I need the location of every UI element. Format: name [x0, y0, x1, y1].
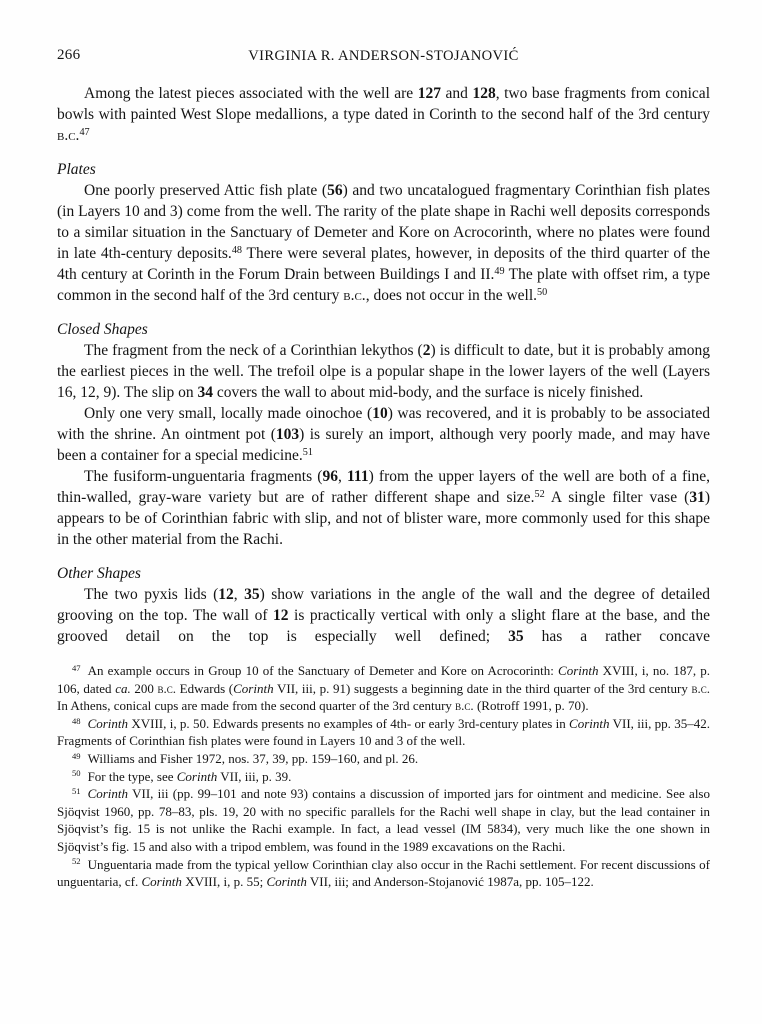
catalog-number: 35 [508, 628, 524, 645]
italic-text: Corinth [569, 715, 610, 731]
italic-text: Corinth [87, 786, 129, 802]
footnote-marker: 49 [72, 750, 81, 761]
text-run: ) was recovered, and it is probably to be associated with the shrine. An ointment pot ( [57, 405, 710, 443]
footnote [57, 715, 710, 750]
small-caps-text: b.c. [343, 287, 366, 304]
small-caps-text: b.c. [455, 698, 474, 714]
text-run: Among the latest pieces associated with the well are [84, 85, 418, 102]
italic-text: Corinth [558, 663, 599, 678]
text-run: A single filter vase ( [544, 489, 690, 506]
text-run: 200 [130, 680, 158, 696]
text-run: , does not occur in the well. [365, 287, 538, 304]
text-run: ) from the upper layers of the well are both of a fine, thin-walled, gray-ware variety but are of rather different shape and size. [57, 468, 710, 506]
text-run: Plates [57, 161, 96, 178]
text-run: is practically vertical with only a slight flare at the base, and the grooved detail on the top is especially well defined; [57, 607, 710, 645]
footnote [57, 856, 710, 891]
text-run: Unguentaria made from the typical yellow Corinthian clay also occur in the Rachi settlement. For recent discussions of unguentaria, cf. [57, 856, 710, 890]
section-heading [57, 159, 710, 180]
text-run: XVIII, i, p. 50. Edwards presents no examples of 4th- or early 3rd-century plates in [128, 715, 570, 731]
text-run: VII, iii, p. 39. [217, 768, 292, 784]
italic-text: ca. [115, 680, 131, 696]
catalog-number: 34 [197, 384, 213, 401]
footnote-marker: 47 [72, 662, 81, 673]
text-run: Edwards ( [176, 680, 234, 696]
paragraph [57, 466, 710, 550]
catalog-number: 56 [327, 182, 343, 199]
text-run: VII, iii (pp. 99–101 and note 93) contains a discussion of imported jars for ointment and medicine. See also Sjöqvist 1960, pp. 78–83, pls. 19, 20 with no specific parallels for the Rachi well shape in clay, but the lead container in Sjöqvist’s fig. 15 is not unlike the Rachi example. In fact, a lead vessel (IM 5834), very much like the one shown in Sjöqvist’s fig. 15 and also with a tripod emblem, was found in the 1989 excavations on the Rachi. [57, 786, 710, 854]
text-run: (Rotroff 1991, p. 70). [473, 698, 589, 714]
text-run: Closed Shapes [57, 321, 148, 338]
paragraph [57, 403, 710, 466]
footnote [57, 750, 710, 768]
footnote-ref: 47 [79, 127, 90, 139]
text-run: , [233, 586, 245, 603]
text-run: Only one very small, locally made oinochoe ( [84, 405, 373, 422]
footnote-ref: 52 [534, 489, 545, 501]
catalog-number: 96 [322, 468, 338, 485]
page-body [57, 83, 710, 647]
catalog-number: 12 [218, 586, 234, 603]
footnote-ref: 51 [302, 447, 313, 459]
paragraph [57, 584, 710, 647]
catalog-number: 103 [275, 426, 300, 443]
text-run: VII, iii, p. 91) suggests a beginning date in the third quarter of the 3rd century [273, 680, 692, 696]
footnotes-section [57, 662, 710, 891]
running-head: VIRGINIA R. ANDERSON-STOJANOVIĆ [248, 48, 519, 64]
text-run: ) is difficult to date, but it is probably among the earliest pieces in the well. The trefoil olpe is a popular shape in the lower layers of the well (Layers 16, 12, 9). The slip on [57, 342, 710, 401]
footnote [57, 768, 710, 786]
footnote-ref: 48 [231, 245, 243, 257]
catalog-number: 12 [273, 607, 289, 624]
footnote [57, 662, 710, 715]
text-run: Other Shapes [57, 565, 141, 582]
text-run: VII, iii, pp. 35–42. Fragments of Corinthian fish plates were found in Layers 10 and 3 of the well. [57, 715, 710, 749]
catalog-number: 35 [244, 586, 260, 603]
text-run: , [337, 468, 348, 485]
italic-text: Corinth [176, 768, 218, 784]
page-header [57, 47, 710, 67]
text-run: XVIII, i, no. 187, p. 106, dated [57, 663, 710, 696]
text-run: has a rather concave [523, 628, 710, 645]
paragraph [57, 180, 710, 306]
text-run: ) is surely an import, although very poorly made, and may have been a container for a special medicine. [57, 426, 710, 464]
text-run: XVIII, i, p. 55; [181, 874, 267, 890]
text-run: The fragment from the neck of a Corinthian lekythos ( [84, 342, 423, 359]
catalog-number: 31 [689, 489, 705, 506]
text-run: There were several plates, however, in deposits of the third quarter of the 4th century at Corinth in the Forum Drain between Buildings I and II. [57, 245, 711, 283]
text-run: and [440, 85, 473, 102]
paragraph [57, 340, 710, 403]
text-run: ) and two uncatalogued fragmentary Corinthian fish plates (in Layers 10 and 3) come from the well. The rarity of the plate shape in Rachi well deposits corresponds to a similar situation in the Sanctuary of Demeter and Kore on Acrocorinth, where no plates were found in late 4th-century deposits. [57, 182, 710, 262]
text-run: Williams and Fisher 1972, nos. 37, 39, pp. 159–160, and pl. 26. [87, 750, 419, 766]
text-run: One poorly preserved Attic fish plate ( [84, 182, 328, 199]
footnote-ref: 50 [537, 287, 548, 299]
footnote-marker: 52 [72, 856, 81, 867]
small-caps-text: b.c. [157, 680, 177, 696]
text-run: In Athens, conical cups are made from the second quarter of the 3rd century [57, 698, 456, 714]
footnote-marker: 48 [72, 715, 81, 726]
small-caps-text: b.c. [691, 680, 711, 696]
catalog-number: 111 [347, 468, 369, 485]
catalog-number: 127 [417, 85, 441, 102]
catalog-number: 10 [372, 405, 388, 422]
italic-text: Corinth [233, 680, 274, 696]
italic-text: Corinth [266, 874, 307, 890]
text-run: covers the wall to about mid-body, and the surface is nicely finished. [213, 384, 644, 401]
footnote-marker: 50 [72, 768, 81, 779]
text-run: ) appears to be of Corinthian fabric with slip, and not of blister ware, more commonly used for this shape in the other material from the Rachi. [57, 489, 710, 548]
page-number: 266 [57, 47, 81, 63]
footnote [57, 785, 710, 855]
footnote-ref: 49 [494, 266, 505, 278]
section-heading [57, 563, 710, 584]
catalog-number: 2 [422, 342, 431, 359]
italic-text: Corinth [141, 874, 182, 890]
text-run: ) show variations in the angle of the wall and the degree of detailed grooving on the top. The wall of [57, 586, 711, 624]
text-run: An example occurs in Group 10 of the Sanctuary of Demeter and Kore on Acrocorinth: [87, 663, 559, 678]
text-run: For the type, see [87, 768, 177, 784]
text-run: VII, iii; and Anderson-Stojanović 1987a, pp. 105–122. [306, 874, 594, 890]
text-run: The fusiform-unguentaria fragments ( [84, 468, 323, 485]
paragraph [57, 83, 710, 146]
footnote-marker: 51 [72, 786, 81, 797]
small-caps-text: b.c. [57, 127, 80, 144]
italic-text: Corinth [87, 715, 129, 731]
section-heading [57, 319, 710, 340]
text-run: The plate with offset rim, a type common in the second half of the 3rd century [57, 266, 710, 304]
text-run: The two pyxis lids ( [84, 586, 219, 603]
catalog-number: 128 [472, 85, 496, 102]
text-run: , two base fragments from conical bowls with painted West Slope medallions, a type dated in Corinth to the second half of the 3rd century [57, 85, 710, 123]
